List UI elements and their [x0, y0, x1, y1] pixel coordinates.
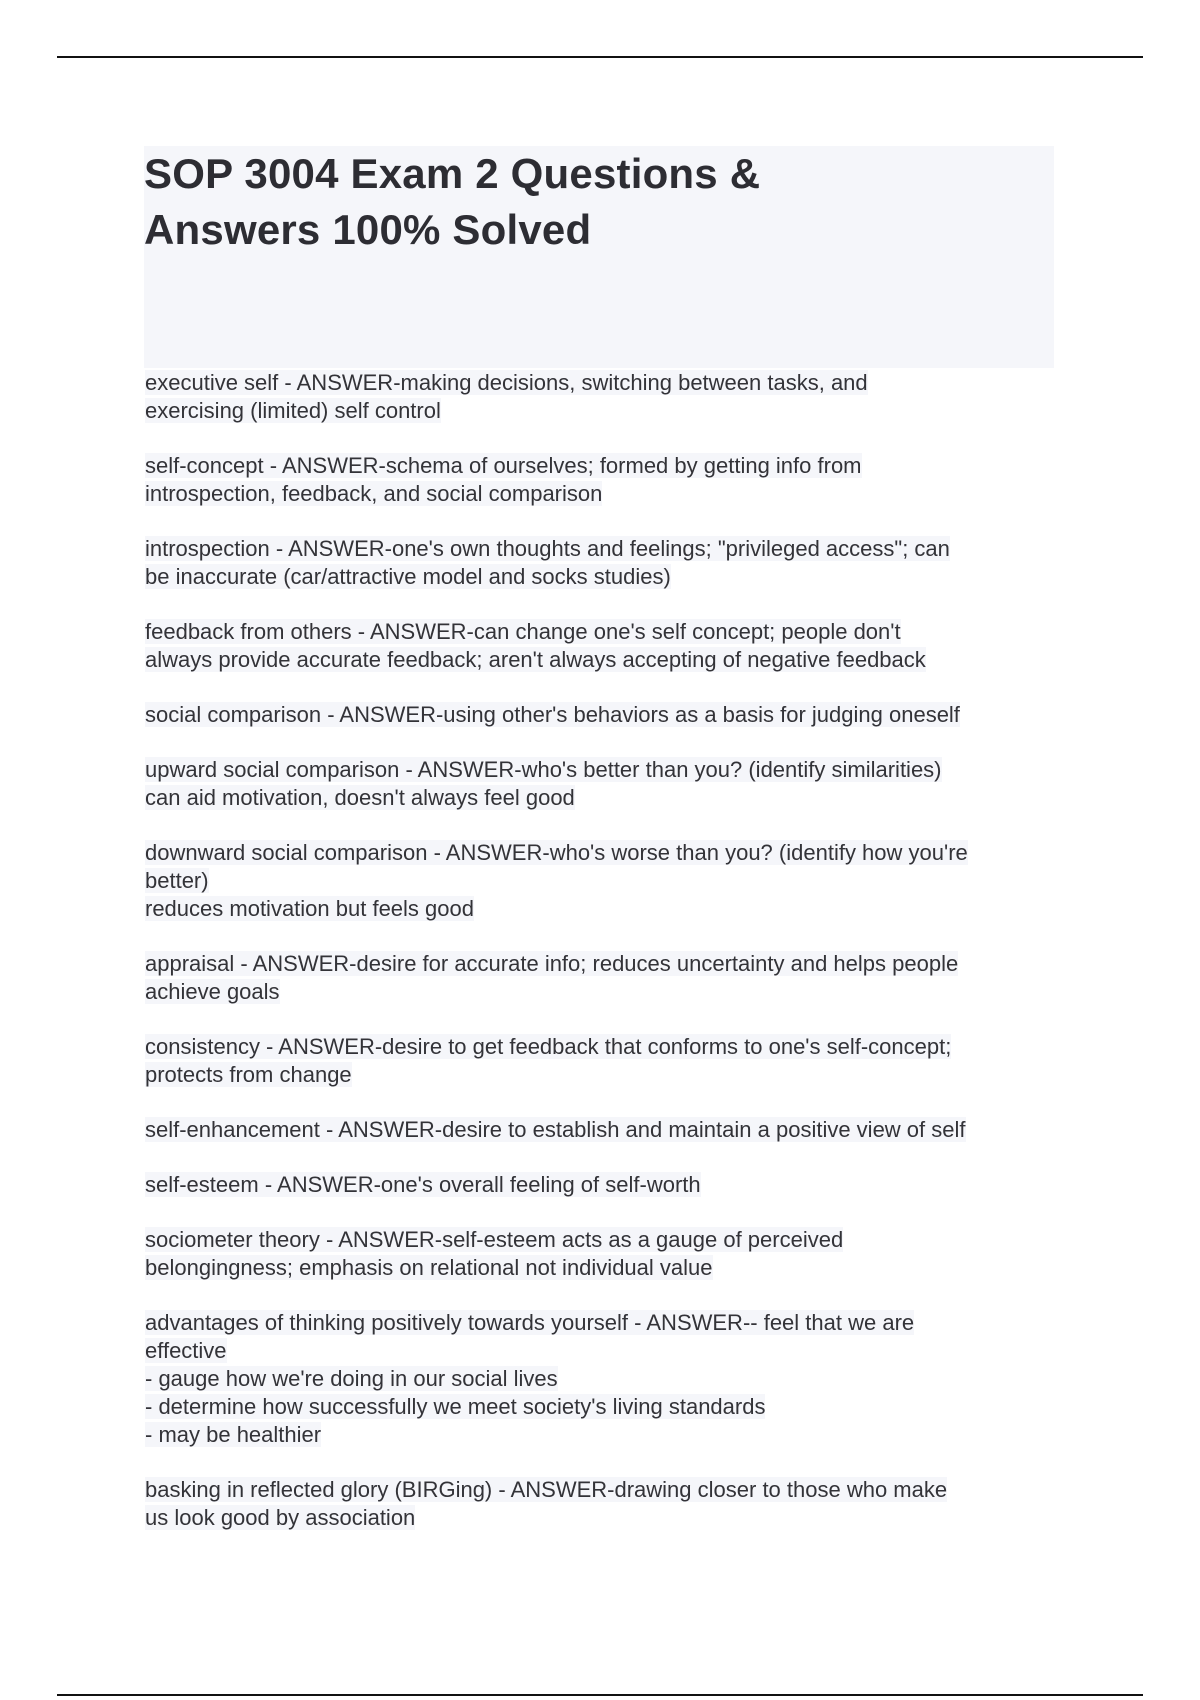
qa-line — [145, 563, 1065, 591]
qa-line — [145, 1171, 1065, 1199]
qa-item — [145, 1171, 1065, 1199]
qa-line-text: us look good by association — [145, 1505, 416, 1530]
qa-line — [145, 1226, 1065, 1254]
qa-line — [145, 1393, 1065, 1421]
qa-line — [145, 784, 1065, 812]
qa-line-text: feedback from others - ANSWER-can change one's self concept; people don't — [145, 619, 901, 644]
qa-line-text: always provide accurate feedback; aren't always accepting of negative feedback — [145, 647, 926, 672]
qa-line — [145, 618, 1065, 646]
qa-list — [145, 369, 1065, 1559]
qa-line — [145, 895, 1065, 923]
qa-line — [145, 1116, 1065, 1144]
qa-line — [145, 701, 1065, 729]
qa-line-text: self-enhancement - ANSWER-desire to establish and maintain a positive view of self — [145, 1117, 966, 1142]
qa-line — [145, 1421, 1065, 1449]
qa-item — [145, 839, 1065, 923]
qa-item — [145, 1116, 1065, 1144]
qa-line-text: - determine how successfully we meet society's living standards — [145, 1394, 766, 1419]
qa-line — [145, 839, 1065, 867]
qa-item — [145, 618, 1065, 674]
qa-line-text: exercising (limited) self control — [145, 398, 441, 423]
qa-line-text: basking in reflected glory (BIRGing) - ANSWER-drawing closer to those who make — [145, 1477, 948, 1502]
qa-line-text: - gauge how we're doing in our social lives — [145, 1366, 558, 1391]
qa-line — [145, 480, 1065, 508]
qa-line — [145, 1476, 1065, 1504]
qa-line — [145, 452, 1065, 480]
document-title: SOP 3004 Exam 2 Questions & Answers 100% Solved — [144, 150, 761, 253]
qa-line — [145, 1254, 1065, 1282]
qa-line-text: - may be healthier — [145, 1422, 322, 1447]
qa-line — [145, 950, 1065, 978]
qa-line-text: achieve goals — [145, 979, 280, 1004]
qa-item — [145, 1226, 1065, 1282]
qa-line-text: executive self - ANSWER-making decisions, switching between tasks, and — [145, 370, 868, 395]
title-block — [144, 146, 1054, 368]
qa-line — [145, 1337, 1065, 1365]
qa-line-text: can aid motivation, doesn't always feel good — [145, 785, 575, 810]
qa-line-text: be inaccurate (car/attractive model and socks studies) — [145, 564, 671, 589]
qa-line-text: appraisal - ANSWER-desire for accurate info; reduces uncertainty and helps people — [145, 951, 959, 976]
qa-line — [145, 978, 1065, 1006]
qa-line — [145, 1365, 1065, 1393]
qa-line — [145, 867, 1065, 895]
qa-line — [145, 1061, 1065, 1089]
qa-line — [145, 1309, 1065, 1337]
qa-line-text: self-concept - ANSWER-schema of ourselves; formed by getting info from — [145, 453, 862, 478]
qa-line-text: effective — [145, 1338, 227, 1363]
qa-item — [145, 369, 1065, 425]
qa-line-text: sociometer theory - ANSWER-self-esteem acts as a gauge of perceived — [145, 1227, 844, 1252]
qa-line-text: introspection, feedback, and social comparison — [145, 481, 603, 506]
qa-item — [145, 1033, 1065, 1089]
qa-line-text: consistency - ANSWER-desire to get feedback that conforms to one's self-concept; — [145, 1034, 952, 1059]
qa-line-text: reduces motivation but feels good — [145, 896, 474, 921]
qa-item — [145, 701, 1065, 729]
qa-line — [145, 646, 1065, 674]
qa-line — [145, 1033, 1065, 1061]
page-bottom-rule — [57, 1694, 1143, 1696]
qa-item — [145, 535, 1065, 591]
qa-item — [145, 1309, 1065, 1449]
qa-line — [145, 397, 1065, 425]
qa-item — [145, 452, 1065, 508]
qa-line-text: introspection - ANSWER-one's own thoughts and feelings; "privileged access"; can — [145, 536, 950, 561]
qa-item — [145, 756, 1065, 812]
qa-line — [145, 1504, 1065, 1532]
qa-line-text: advantages of thinking positively towards yourself - ANSWER-- feel that we are — [145, 1310, 915, 1335]
qa-line — [145, 756, 1065, 784]
qa-item — [145, 1476, 1065, 1532]
qa-line-text: social comparison - ANSWER-using other's behaviors as a basis for judging oneself — [145, 702, 960, 727]
qa-line-text: upward social comparison - ANSWER-who's better than you? (identify similarities) — [145, 757, 942, 782]
qa-line-text: protects from change — [145, 1062, 352, 1087]
qa-line-text: belongingness; emphasis on relational not individual value — [145, 1255, 713, 1280]
qa-line-text: downward social comparison - ANSWER-who's worse than you? (identify how you're — [145, 840, 968, 865]
qa-line — [145, 369, 1065, 397]
qa-line — [145, 535, 1065, 563]
qa-line-text: self-esteem - ANSWER-one's overall feeling of self-worth — [145, 1172, 701, 1197]
qa-item — [145, 950, 1065, 1006]
qa-line-text: better) — [145, 868, 209, 893]
page-top-rule — [57, 56, 1143, 58]
